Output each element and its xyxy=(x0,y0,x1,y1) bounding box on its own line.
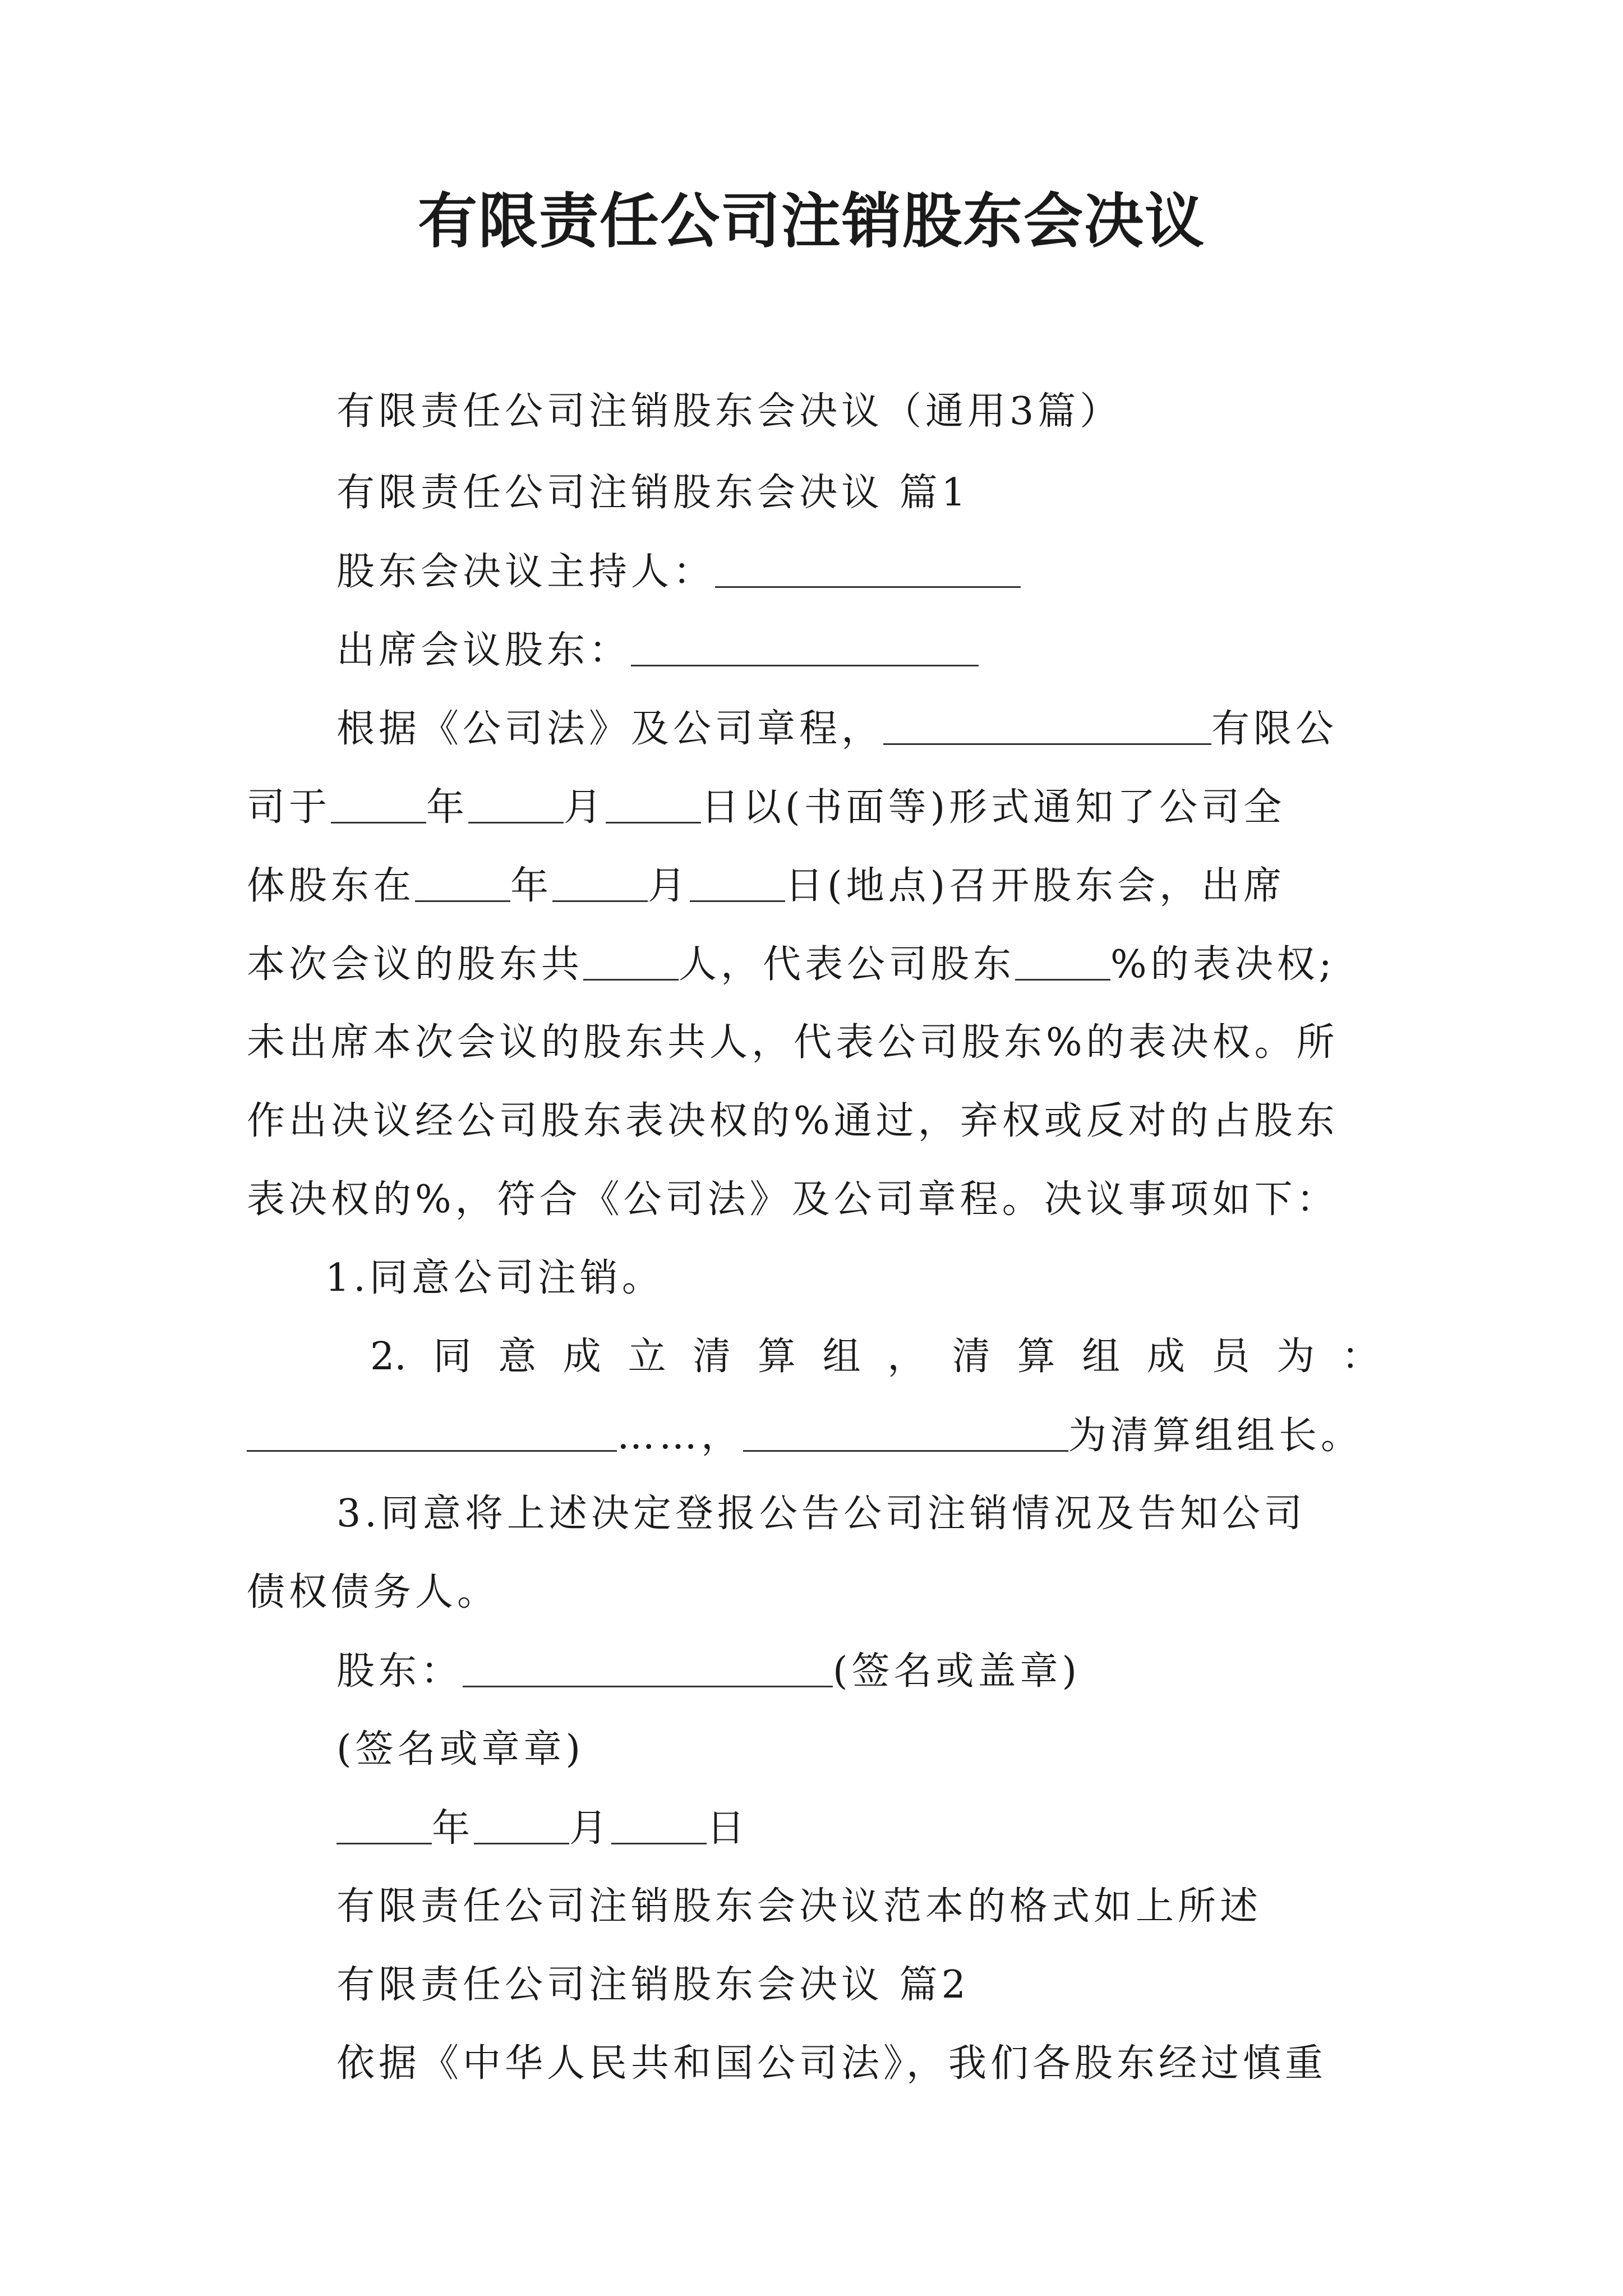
char: 算 xyxy=(757,1335,796,1379)
subtitle: 有限责任公司注销股东会决议（通用3篇） xyxy=(336,389,1122,434)
shareholder-suffix: (签名或盖章) xyxy=(833,1649,1081,1694)
count-blank xyxy=(583,945,679,981)
text: 本次会议的股东共 xyxy=(247,942,584,987)
paragraph-1-line-2 xyxy=(247,785,1380,830)
char: 清 xyxy=(952,1335,990,1379)
paragraph-1-line-5: 未出席本次会议的股东共人，代表公司股东%的表决权。所 xyxy=(247,1020,1339,1065)
char: 员 xyxy=(1211,1335,1250,1379)
host-blank xyxy=(715,553,1021,588)
text: 年 xyxy=(510,864,553,908)
host-line xyxy=(336,550,1469,594)
sign-note: (签名或章章) xyxy=(336,1727,585,1772)
item-3-line-1: 3.同意将上述决定登报公告公司注销情况及告知公司 xyxy=(336,1492,1306,1536)
text: 年 xyxy=(426,785,469,830)
item-1: 1.同意公司注销。 xyxy=(325,1256,664,1300)
date-line xyxy=(336,1806,1469,1851)
char: 算 xyxy=(1017,1335,1055,1379)
char: ， xyxy=(887,1335,926,1379)
percent-blank xyxy=(1015,945,1110,981)
members-blank xyxy=(247,1416,617,1452)
part2-line-1: 依据《中华人民共和国公司法》，我们各股东经过慎重 xyxy=(336,2041,1327,2086)
char: 为 xyxy=(1276,1335,1315,1379)
char: 2. xyxy=(370,1335,407,1379)
year-blank xyxy=(331,788,426,823)
text: 月 xyxy=(569,1806,612,1851)
text: %的表决权; xyxy=(1110,942,1336,987)
year-blank xyxy=(415,867,510,902)
leader-blank xyxy=(743,1416,1068,1452)
host-label: 股东会决议主持人： xyxy=(336,550,716,594)
text: 根据《公司法》及公司章程， xyxy=(336,707,884,751)
char: 立 xyxy=(628,1335,666,1379)
attendees-line xyxy=(336,628,1469,673)
text: 为清算组组长。 xyxy=(1068,1414,1363,1458)
month-blank xyxy=(552,867,648,902)
text: 日以(书面等)形式通知了公司全 xyxy=(701,785,1286,830)
day-blank xyxy=(606,788,701,823)
char: 成 xyxy=(562,1335,601,1379)
char: 组 xyxy=(822,1335,861,1379)
char: 同 xyxy=(433,1335,472,1379)
paragraph-1-line-7: 表决权的%，符合《公司法》及公司章程。决议事项如下： xyxy=(247,1177,1339,1222)
attendees-blank xyxy=(631,631,979,666)
month-blank xyxy=(468,788,564,823)
day-blank xyxy=(690,867,785,902)
paragraph-1-line-3 xyxy=(247,864,1380,908)
char: 意 xyxy=(498,1335,537,1379)
text: 司于 xyxy=(247,785,331,830)
item-3-line-2: 债权债务人。 xyxy=(247,1570,500,1614)
company-blank xyxy=(883,710,1211,745)
closing-line: 有限责任公司注销股东会决议范本的格式如上所述 xyxy=(336,1884,1262,1929)
shareholder-label: 股东： xyxy=(336,1649,463,1694)
text: 年 xyxy=(432,1806,474,1851)
char: ： xyxy=(1341,1335,1380,1379)
text: 月 xyxy=(564,785,606,830)
item-2-line-2 xyxy=(247,1414,1380,1458)
text: 日 xyxy=(707,1806,749,1851)
text: 有限公 xyxy=(1211,707,1338,751)
char: 清 xyxy=(693,1335,731,1379)
text: 体股东在 xyxy=(247,864,416,908)
paragraph-1-line-4 xyxy=(247,942,1380,987)
paragraph-1-line-1 xyxy=(336,707,1469,751)
part1-heading: 有限责任公司注销股东会决议 篇1 xyxy=(336,471,970,515)
document-title: 有限责任公司注销股东会决议 xyxy=(418,186,1205,256)
text: 人，代表公司股东 xyxy=(679,942,1016,987)
part2-heading: 有限责任公司注销股东会决议 篇2 xyxy=(336,1963,970,2007)
month-blank xyxy=(474,1809,569,1844)
attendees-label: 出席会议股东： xyxy=(336,628,631,673)
text: ……， xyxy=(617,1414,744,1458)
paragraph-1-line-6: 作出决议经公司股东表决权的%通过，弃权或反对的占股东 xyxy=(247,1099,1339,1143)
day-blank xyxy=(611,1809,707,1844)
shareholder-blank xyxy=(463,1652,833,1687)
text: 月 xyxy=(648,864,690,908)
shareholder-signature-line xyxy=(336,1649,1469,1694)
year-blank xyxy=(336,1809,432,1844)
item-2-line-1 xyxy=(370,1335,1380,1379)
char: 成 xyxy=(1146,1335,1185,1379)
char: 组 xyxy=(1082,1335,1121,1379)
text: 日(地点)召开股东会，出席 xyxy=(785,864,1286,908)
